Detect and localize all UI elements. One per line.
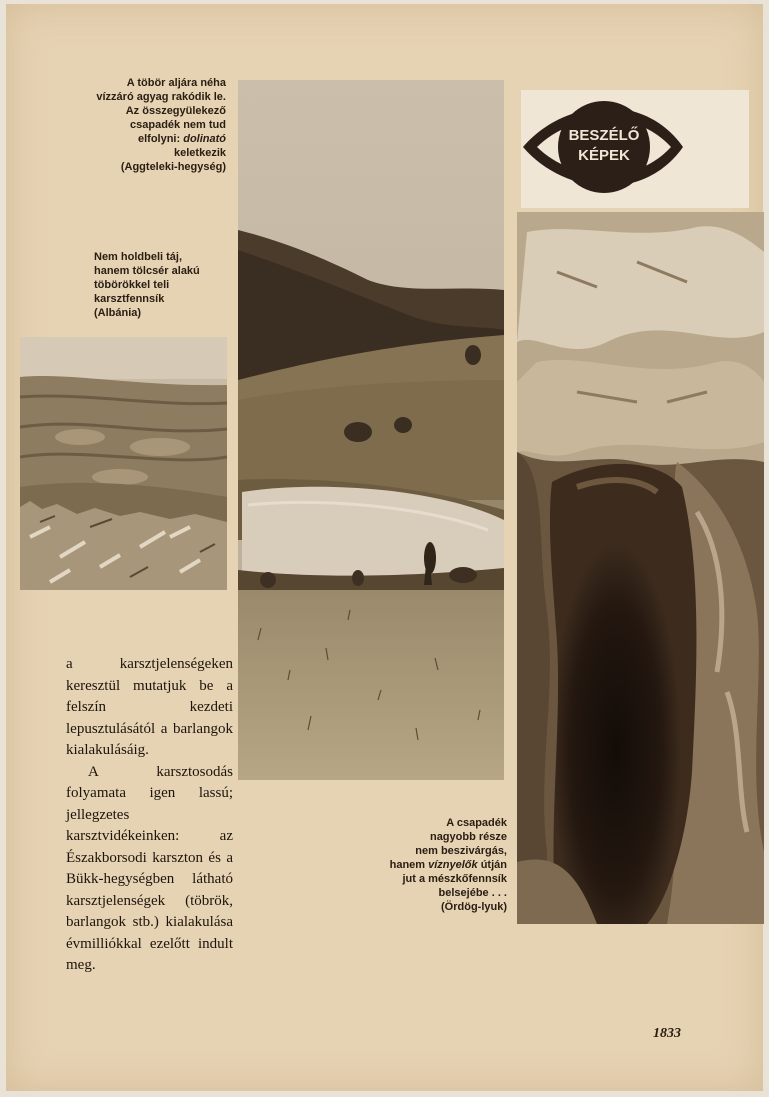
doline-lake-photo [238, 80, 504, 780]
article-body [66, 654, 233, 977]
karst-plateau-photo [20, 337, 227, 590]
caption-albania: Nem holdbeli táj, hanem tölcsér alakú töbörökkel teli karsztfennsík (Albánia) [94, 251, 200, 319]
beszelo-kepek-logo [521, 90, 749, 208]
sinkhole-cave-photo [517, 212, 764, 924]
magazine-page [6, 4, 763, 1091]
caption-doline: A töbör aljára néha vízzáró agyag rakódik le. Az összegyülekező csapadék nem tud elfolyni: dolinató keletkezik (Aggteleki-hegység) [96, 77, 226, 173]
body-paragraph-2: A karsztosodás folyamata igen lassú; jellegzetes karsztvidékeinken: az Északborsodi karszton és a Bükk-hegységben látható karsztjelenségek (töbrök, barlangok stb.) kialakulása évmilliókkal ezelőtt indult meg. [66, 763, 233, 973]
caption-sinkhole: A csapadék nagyobb része nem beszivárgás, hanem víznyelők útján jut a mészkőfennsík belsejébe . . . (Ördög-lyuk) [389, 817, 507, 913]
body-paragraph-1: a karsztjelenségeken keresztül mutatjuk be a felszín kezdeti lepusztulásától a barlangok kialakulásáig. [66, 656, 233, 758]
page-number: 1833 [653, 1026, 681, 1041]
logo-line1: BESZÉLŐ [568, 127, 640, 144]
logo-line2: KÉPEK [578, 147, 630, 164]
